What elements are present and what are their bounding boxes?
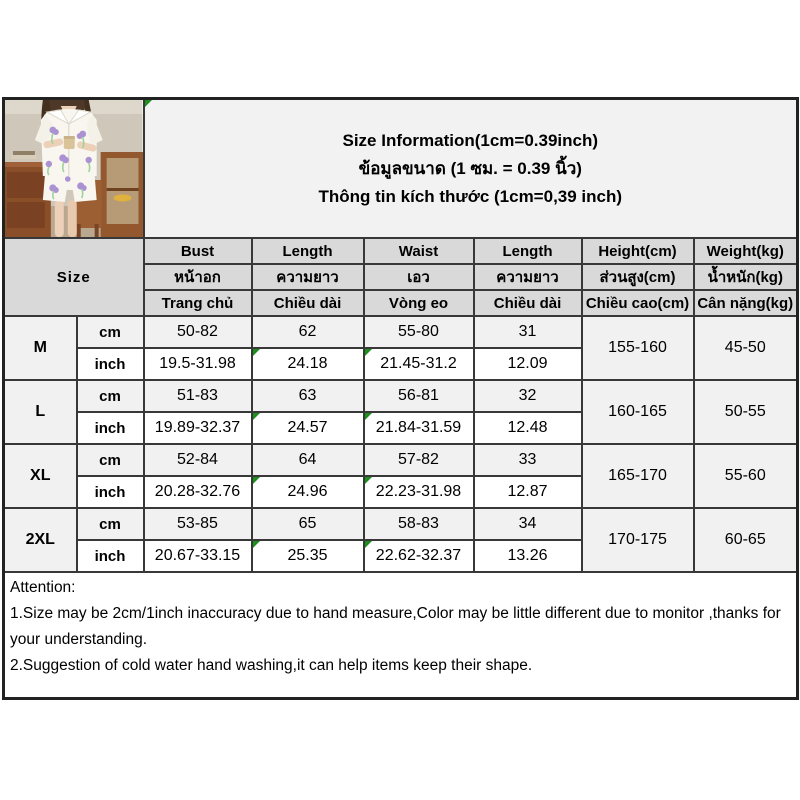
error-indicator-triangle bbox=[365, 541, 372, 548]
row-xl-cm bbox=[4, 444, 798, 476]
title-thai: ข้อมูลขนาด (1 ซม. = 0.39 นิ้ว) bbox=[358, 158, 582, 178]
value-cell-l-inch-length2: 12.48 bbox=[474, 412, 582, 444]
attention-cell bbox=[4, 572, 798, 698]
value-cell-l-inch-waist: 21.84-31.59 bbox=[364, 412, 474, 444]
header-bust-th: หน้าอก bbox=[144, 264, 252, 290]
value-cell-2xl-inch-length2: 13.26 bbox=[474, 540, 582, 572]
value-cell-l-cm-waist: 56-81 bbox=[364, 380, 474, 412]
header-length-vi: Chiều dài bbox=[252, 290, 364, 316]
value-cell-l-cm-length2: 32 bbox=[474, 380, 582, 412]
value-cell-2xl-cm-bust: 53-85 bbox=[144, 508, 252, 540]
value-cell-l-cm-length: 63 bbox=[252, 380, 364, 412]
value-cell-xl-inch-length: 24.96 bbox=[252, 476, 364, 508]
value-cell-xl-weight: 55-60 bbox=[694, 444, 798, 508]
value-cell-m-cm-length: 62 bbox=[252, 316, 364, 348]
value-cell-l-cm-bust: 51-83 bbox=[144, 380, 252, 412]
value-cell-m-cm-bust: 50-82 bbox=[144, 316, 252, 348]
unit-cell: inch bbox=[77, 412, 144, 444]
value-cell-m-inch-waist: 21.45-31.2 bbox=[364, 348, 474, 380]
header-length2-en: Length bbox=[474, 238, 582, 264]
header-waist-vi: Vòng eo bbox=[364, 290, 474, 316]
header-length-en: Length bbox=[252, 238, 364, 264]
unit-cell: inch bbox=[77, 348, 144, 380]
value-cell-2xl-inch-bust: 20.67-33.15 bbox=[144, 540, 252, 572]
attention-row bbox=[4, 572, 798, 698]
product-photo bbox=[5, 100, 143, 237]
value-cell-xl-cm-waist: 57-82 bbox=[364, 444, 474, 476]
value-cell-2xl-inch-length: 25.35 bbox=[252, 540, 364, 572]
header-height-en: Height(cm) bbox=[582, 238, 694, 264]
error-indicator-triangle bbox=[365, 477, 372, 484]
value-cell-m-height: 155-160 bbox=[582, 316, 694, 380]
attention-note-1: 1.Size may be 2cm/1inch inaccuracy due to hand measure,Color may be little different due to monitor ,thanks for your understanding. bbox=[10, 605, 781, 648]
value-cell-2xl-cm-waist: 58-83 bbox=[364, 508, 474, 540]
attention-note-2: 2.Suggestion of cold water hand washing,it can help items keep their shape. bbox=[10, 657, 533, 674]
value-cell-l-inch-length: 24.57 bbox=[252, 412, 364, 444]
unit-cell: cm bbox=[77, 380, 144, 412]
size-cell-l: L bbox=[4, 380, 77, 444]
header-weight-vi: Cân nặng(kg) bbox=[694, 290, 798, 316]
value-cell-xl-inch-bust: 20.28-32.76 bbox=[144, 476, 252, 508]
header-row-english bbox=[4, 238, 798, 264]
size-cell-m: M bbox=[4, 316, 77, 380]
header-height-th: ส่วนสูง(cm) bbox=[582, 264, 694, 290]
value-cell-2xl-height: 170-175 bbox=[582, 508, 694, 572]
error-indicator-triangle bbox=[253, 541, 260, 548]
header-waist-th: เอว bbox=[364, 264, 474, 290]
title-vietnamese: Thông tin kích thước (1cm=0,39 inch) bbox=[318, 186, 623, 206]
value-cell-2xl-cm-length2: 34 bbox=[474, 508, 582, 540]
value-cell-xl-height: 165-170 bbox=[582, 444, 694, 508]
error-indicator-triangle bbox=[145, 100, 152, 107]
unit-cell: inch bbox=[77, 476, 144, 508]
size-header-cell: Size bbox=[4, 238, 144, 316]
error-indicator-triangle bbox=[365, 349, 372, 356]
value-cell-m-cm-waist: 55-80 bbox=[364, 316, 474, 348]
header-length-th: ความยาว bbox=[252, 264, 364, 290]
value-cell-xl-inch-length2: 12.87 bbox=[474, 476, 582, 508]
header-bust-en: Bust bbox=[144, 238, 252, 264]
size-table bbox=[2, 97, 799, 700]
unit-cell: cm bbox=[77, 444, 144, 476]
attention-heading: Attention: bbox=[10, 579, 76, 596]
product-photo-cell bbox=[4, 99, 144, 239]
title-english: Size Information(1cm=0.39inch) bbox=[342, 130, 599, 150]
value-cell-m-inch-length: 24.18 bbox=[252, 348, 364, 380]
value-cell-m-inch-bust: 19.5-31.98 bbox=[144, 348, 252, 380]
error-indicator-triangle bbox=[253, 413, 260, 420]
value-cell-xl-cm-length2: 33 bbox=[474, 444, 582, 476]
value-cell-l-height: 160-165 bbox=[582, 380, 694, 444]
value-cell-l-inch-bust: 19.89-32.37 bbox=[144, 412, 252, 444]
header-length2-vi: Chiều dài bbox=[474, 290, 582, 316]
unit-cell: cm bbox=[77, 508, 144, 540]
row-2xl-cm bbox=[4, 508, 798, 540]
header-height-vi: Chiều cao(cm) bbox=[582, 290, 694, 316]
value-cell-2xl-cm-length: 65 bbox=[252, 508, 364, 540]
size-information-title-cell bbox=[144, 99, 798, 239]
value-cell-m-cm-length2: 31 bbox=[474, 316, 582, 348]
row-l-cm bbox=[4, 380, 798, 412]
size-cell-2xl: 2XL bbox=[4, 508, 77, 572]
value-cell-m-inch-length2: 12.09 bbox=[474, 348, 582, 380]
value-cell-2xl-weight: 60-65 bbox=[694, 508, 798, 572]
value-cell-l-weight: 50-55 bbox=[694, 380, 798, 444]
error-indicator-triangle bbox=[365, 413, 372, 420]
unit-cell: cm bbox=[77, 316, 144, 348]
size-information-sheet bbox=[2, 97, 796, 700]
value-cell-xl-inch-waist: 22.23-31.98 bbox=[364, 476, 474, 508]
value-cell-m-weight: 45-50 bbox=[694, 316, 798, 380]
value-cell-xl-cm-bust: 52-84 bbox=[144, 444, 252, 476]
error-indicator-triangle bbox=[253, 477, 260, 484]
value-cell-xl-cm-length: 64 bbox=[252, 444, 364, 476]
size-cell-xl: XL bbox=[4, 444, 77, 508]
title-row bbox=[4, 99, 798, 239]
header-weight-en: Weight(kg) bbox=[694, 238, 798, 264]
error-indicator-triangle bbox=[253, 349, 260, 356]
header-weight-th: น้ำหนัก(kg) bbox=[694, 264, 798, 290]
row-m-cm bbox=[4, 316, 798, 348]
header-length2-th: ความยาว bbox=[474, 264, 582, 290]
header-bust-vi: Trang chủ bbox=[144, 290, 252, 316]
value-cell-2xl-inch-waist: 22.62-32.37 bbox=[364, 540, 474, 572]
unit-cell: inch bbox=[77, 540, 144, 572]
header-waist-en: Waist bbox=[364, 238, 474, 264]
